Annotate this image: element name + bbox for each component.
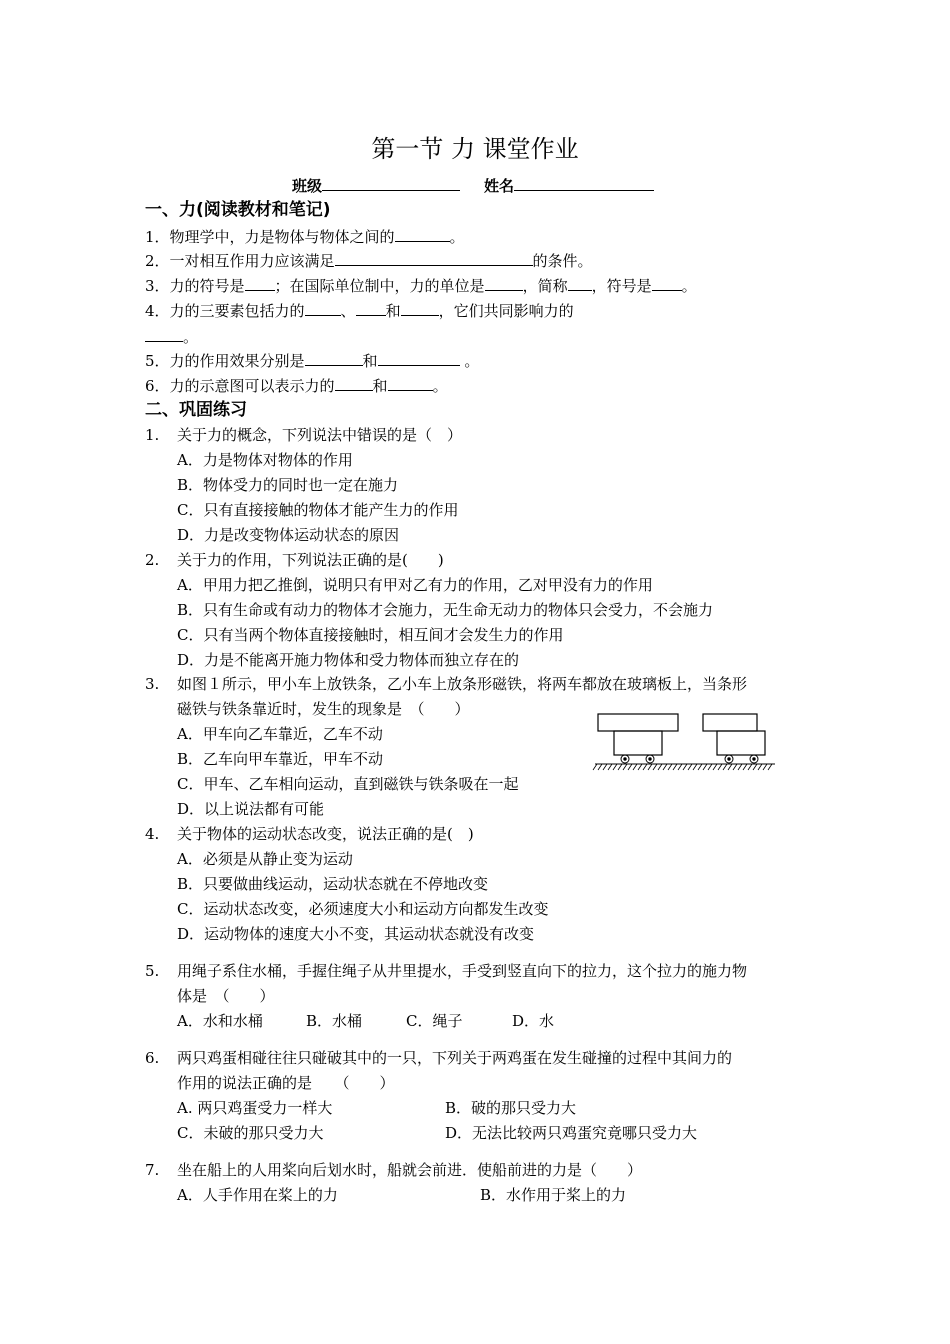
q7-stem: 坐在船上的人用桨向后划水时，船就会前进．使船前进的力是（ ） bbox=[177, 1161, 643, 1179]
hatch-mark bbox=[748, 764, 752, 770]
q4-option-d[interactable]: D．运动物体的速度大小不变，其运动状态就没有改变 bbox=[177, 925, 535, 943]
s1-q5-blank-1[interactable] bbox=[305, 353, 363, 366]
q6-option-a[interactable]: A. 两只鸡蛋受力一样大 bbox=[177, 1099, 333, 1117]
hatch-mark bbox=[708, 764, 712, 770]
s1-q4-text-d: ，它们共同影响力的 bbox=[438, 302, 574, 320]
hatch-mark bbox=[703, 764, 707, 770]
magnet-block bbox=[703, 714, 757, 731]
q6-option-c[interactable]: C．未破的那只受力大 bbox=[177, 1124, 324, 1142]
q5-option-c[interactable]: C．绳子 bbox=[406, 1012, 463, 1030]
hatch-mark bbox=[738, 764, 742, 770]
hatch-mark bbox=[723, 764, 727, 770]
s1-q4-sep: 、 bbox=[340, 302, 356, 320]
class-label: 班级 bbox=[292, 177, 323, 195]
q6-option-d[interactable]: D．无法比较两只鸡蛋究竟哪只受力大 bbox=[445, 1124, 698, 1142]
s1-q3-text-b: ；在国际单位制中，力的单位是 bbox=[274, 277, 485, 295]
iron-bar-block bbox=[598, 714, 678, 731]
s1-q6-tail: 。 bbox=[432, 377, 448, 395]
s1-q3-blank-unit[interactable] bbox=[485, 278, 523, 291]
name-label: 姓名 bbox=[484, 177, 515, 195]
q5-option-d[interactable]: D．水 bbox=[512, 1012, 555, 1030]
q2-number: 2. bbox=[145, 551, 160, 569]
s1-q4-blank-4[interactable] bbox=[145, 329, 183, 342]
s1-q3-blank-short[interactable] bbox=[568, 278, 592, 291]
class-blank[interactable] bbox=[322, 178, 460, 191]
s1-q4-blank-3[interactable] bbox=[401, 303, 439, 316]
q6-stem-line2: 作用的说法正确的是 （ ） bbox=[177, 1074, 395, 1092]
hatch-mark bbox=[763, 764, 767, 770]
q5-option-b[interactable]: B．水桶 bbox=[306, 1012, 363, 1030]
s1-q3-text: 3．力的符号是 bbox=[145, 277, 245, 295]
hatch-mark bbox=[688, 764, 692, 770]
s1-question-4 bbox=[145, 303, 574, 319]
q1-number: 1. bbox=[145, 426, 160, 444]
hatch-mark bbox=[673, 764, 677, 770]
q6-number: 6. bbox=[145, 1049, 160, 1067]
hatch-mark bbox=[603, 764, 607, 770]
s1-q2-tail: 的条件。 bbox=[532, 252, 593, 270]
q7-option-a[interactable]: A．人手作用在桨上的力 bbox=[177, 1186, 338, 1204]
section2-heading: 二、巩固练习 bbox=[145, 400, 247, 420]
s1-q1-blank[interactable] bbox=[395, 229, 450, 242]
wheels bbox=[621, 755, 758, 763]
cart-jia bbox=[598, 714, 678, 755]
hatch-mark bbox=[653, 764, 657, 770]
hatch-mark bbox=[758, 764, 762, 770]
hatch-mark bbox=[598, 764, 602, 770]
q1-option-c[interactable]: C．只有直接接触的物体才能产生力的作用 bbox=[177, 501, 459, 519]
s1-q2-text: 2．一对相互作用力应该满足 bbox=[145, 252, 335, 270]
q3-option-a[interactable]: A．甲车向乙车靠近，乙车不动 bbox=[177, 725, 383, 743]
s1-q4-text: 4．力的三要素包括力的 bbox=[145, 302, 305, 320]
s1-q3-blank-sign[interactable] bbox=[652, 278, 682, 291]
s1-question-2 bbox=[145, 253, 593, 269]
s1-q4-and: 和 bbox=[385, 302, 401, 320]
cart-body-right bbox=[717, 731, 765, 755]
s1-q4-blank-2[interactable] bbox=[356, 303, 386, 316]
page-title: 第一节 力 课堂作业 bbox=[371, 135, 579, 163]
s1-question-1 bbox=[145, 229, 465, 245]
s1-q6-and: 和 bbox=[372, 377, 388, 395]
hatch-mark bbox=[678, 764, 682, 770]
q3-number: 3. bbox=[145, 675, 160, 693]
q4-option-b[interactable]: B．只要做曲线运动，运动状态就在不停地改变 bbox=[177, 875, 489, 893]
glass-plate bbox=[593, 764, 775, 770]
hatch-mark bbox=[658, 764, 662, 770]
hatch-mark bbox=[693, 764, 697, 770]
s1-q6-text: 6．力的示意图可以表示力的 bbox=[145, 377, 335, 395]
q4-stem: 关于物体的运动状态改变，说法正确的是( ) bbox=[177, 825, 474, 843]
q7-option-b[interactable]: B．水作用于桨上的力 bbox=[480, 1186, 627, 1204]
q1-option-a[interactable]: A．力是物体对物体的作用 bbox=[177, 451, 353, 469]
s1-q4-blank-1[interactable] bbox=[305, 303, 341, 316]
s1-q5-text: 5．力的作用效果分别是 bbox=[145, 352, 305, 370]
hatch-mark bbox=[768, 764, 772, 770]
hatch-mark bbox=[628, 764, 632, 770]
q2-option-d[interactable]: D．力是不能离开施力物体和受力物体而独立存在的 bbox=[177, 651, 520, 669]
hatch-mark bbox=[743, 764, 747, 770]
q1-option-b[interactable]: B．物体受力的同时也一定在施力 bbox=[177, 476, 399, 494]
s1-q6-blank-2[interactable] bbox=[388, 378, 433, 391]
s1-q1-text: 1．物理学中，力是物体与物体之间的 bbox=[145, 228, 395, 246]
q2-option-a[interactable]: A．甲用力把乙推倒，说明只有甲对乙有力的作用，乙对甲没有力的作用 bbox=[177, 576, 653, 594]
name-field bbox=[484, 178, 654, 194]
hatch-mark bbox=[713, 764, 717, 770]
hatch-mark bbox=[663, 764, 667, 770]
cart-yi bbox=[703, 714, 765, 755]
q3-stem-line1: 如图１所示，甲小车上放铁条，乙小车上放条形磁铁，将两车都放在玻璃板上，当条形 bbox=[177, 675, 748, 693]
s1-q2-blank[interactable] bbox=[335, 253, 533, 266]
q2-option-c[interactable]: C．只有当两个物体直接接触时，相互间才会发生力的作用 bbox=[177, 626, 564, 644]
s1-q3-tail: 。 bbox=[681, 277, 697, 295]
hatch-mark bbox=[728, 764, 732, 770]
q3-option-b[interactable]: B．乙车向甲车靠近，甲车不动 bbox=[177, 750, 384, 768]
q5-number: 5. bbox=[145, 962, 160, 980]
hatch-mark bbox=[643, 764, 647, 770]
q6-stem-line1: 两只鸡蛋相碰往往只碰破其中的一只，下列关于两鸡蛋在发生碰撞的过程中其间力的 bbox=[177, 1049, 733, 1067]
q4-number: 4. bbox=[145, 825, 160, 843]
hatch-mark bbox=[733, 764, 737, 770]
s1-q3-text-c: ，简称 bbox=[522, 277, 568, 295]
hatch-mark bbox=[698, 764, 702, 770]
hatch-mark bbox=[613, 764, 617, 770]
s1-q5-and: 和 bbox=[362, 352, 378, 370]
hatch-mark bbox=[633, 764, 637, 770]
hatch-mark bbox=[753, 764, 757, 770]
hatch-mark bbox=[668, 764, 672, 770]
q1-option-d[interactable]: D．力是改变物体运动状态的原因 bbox=[177, 526, 400, 544]
q2-option-b[interactable]: B．只有生命或有动力的物体才会施力，无生命无动力的物体只会受力，不会施力 bbox=[177, 601, 714, 619]
hatch-mark bbox=[683, 764, 687, 770]
q2-stem: 关于力的作用，下列说法正确的是( ) bbox=[177, 551, 444, 569]
section1-heading: 一、力(阅读教材和笔记) bbox=[145, 200, 331, 220]
s1-q3-text-d: ，符号是 bbox=[591, 277, 652, 295]
hatch-mark bbox=[593, 764, 597, 770]
s1-q1-tail: 。 bbox=[449, 228, 465, 246]
cart-body-left bbox=[614, 731, 662, 755]
hatch-mark bbox=[718, 764, 722, 770]
q5-stem-line1: 用绳子系住水桶，手握住绳子从井里提水，手受到竖直向下的拉力，这个拉力的施力物 bbox=[177, 962, 748, 980]
hatch-mark bbox=[618, 764, 622, 770]
q3-option-d[interactable]: D．以上说法都有可能 bbox=[177, 800, 325, 818]
s1-question-3 bbox=[145, 278, 697, 294]
s1-question-4-cont bbox=[145, 329, 198, 345]
q5-option-a[interactable]: A．水和水桶 bbox=[177, 1012, 263, 1030]
q6-option-b[interactable]: B．破的那只受力大 bbox=[445, 1099, 577, 1117]
name-blank[interactable] bbox=[514, 178, 654, 191]
s1-question-5 bbox=[145, 353, 479, 369]
class-field bbox=[292, 178, 460, 194]
q4-option-a[interactable]: A．必须是从静止变为运动 bbox=[177, 850, 353, 868]
hatch-mark bbox=[638, 764, 642, 770]
hatch-mark bbox=[608, 764, 612, 770]
q5-stem-line2: 体是 （ ） bbox=[177, 987, 275, 1005]
carts-figure bbox=[592, 710, 778, 772]
q3-option-c[interactable]: C．甲车、乙车相向运动，直到磁铁与铁条吸在一起 bbox=[177, 775, 519, 793]
q7-number: 7. bbox=[145, 1161, 160, 1179]
s1-question-6 bbox=[145, 378, 448, 394]
s1-q3-blank-symbol[interactable] bbox=[245, 278, 275, 291]
s1-q5-tail: 。 bbox=[459, 352, 480, 370]
s1-q5-blank-2[interactable] bbox=[378, 353, 460, 366]
s1-q6-blank-1[interactable] bbox=[335, 378, 373, 391]
s1-q4-tail: 。 bbox=[183, 328, 199, 346]
q3-stem-line2: 磁铁与铁条靠近时，发生的现象是 （ ） bbox=[177, 700, 470, 718]
q4-option-c[interactable]: C．运动状态改变，必须速度大小和运动方向都发生改变 bbox=[177, 900, 549, 918]
hatch-mark bbox=[648, 764, 652, 770]
q1-stem: 关于力的概念，下列说法中错误的是（ ） bbox=[177, 426, 463, 444]
hatch-mark bbox=[623, 764, 627, 770]
